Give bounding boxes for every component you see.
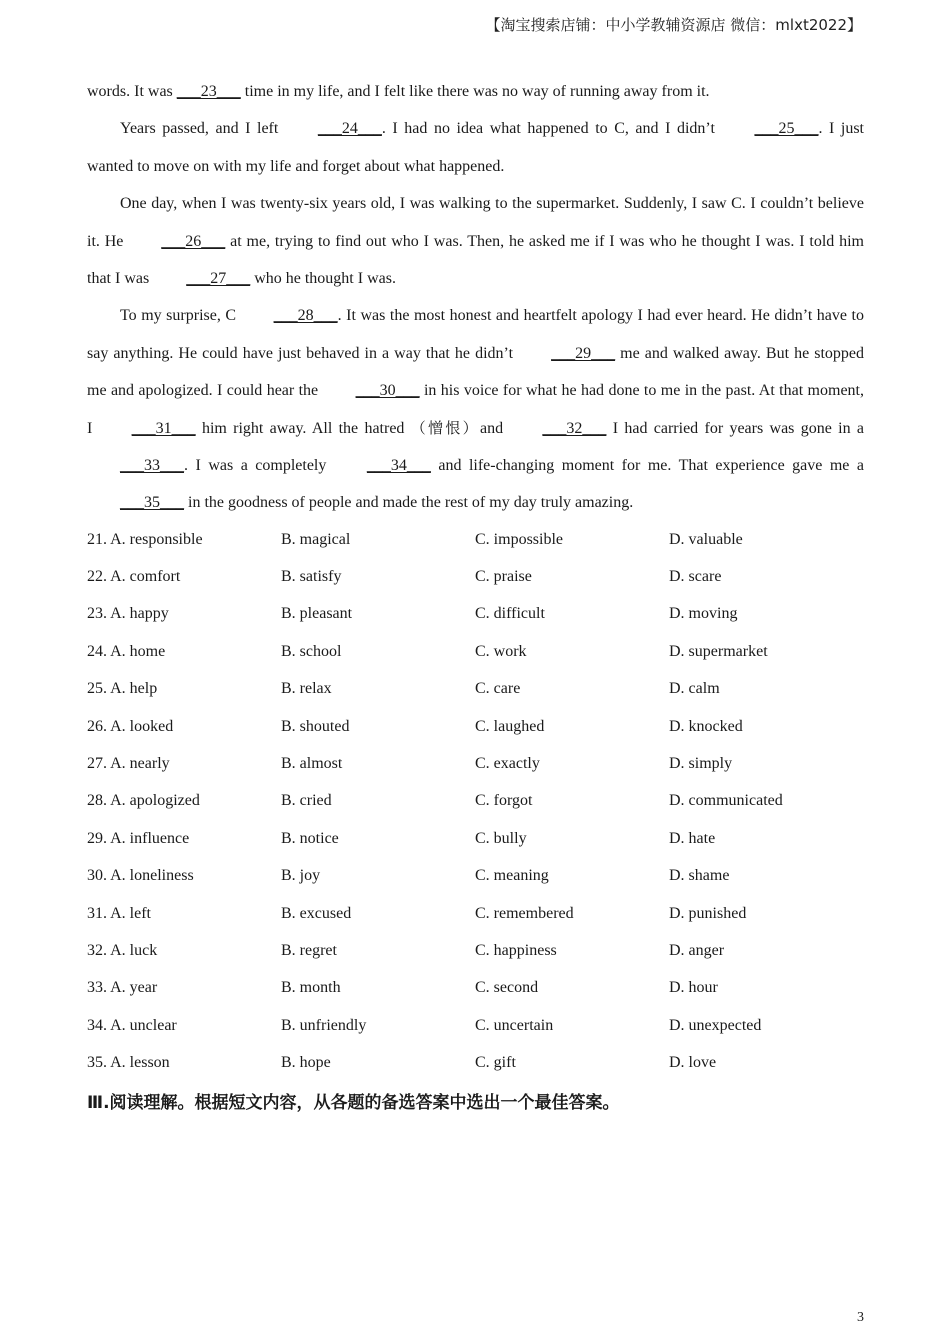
option-b: B. cried (281, 792, 332, 810)
text-span: . I was a completely (184, 457, 334, 475)
text-span: and (479, 419, 510, 437)
page-header: 【淘宝搜索店铺：中小学教辅资源店 微信：mlxt2022】 (485, 16, 862, 34)
question-row (87, 895, 887, 932)
option-c: C. happiness (475, 941, 557, 959)
option-a: 30. A. loneliness (87, 867, 194, 885)
blank-27: ___27___ (186, 270, 251, 288)
option-a: 25. A. help (87, 680, 158, 698)
option-c: C. difficult (475, 605, 545, 623)
text-span: in his voice for what he had done to me in the past. At that moment, I (87, 382, 864, 437)
blank-26: ___26___ (161, 232, 226, 250)
text-span: in the goodness of people and made the rest of my day truly amazing. (184, 494, 634, 512)
option-d: D. calm (669, 680, 720, 698)
option-b: B. school (281, 642, 342, 660)
question-row (87, 820, 887, 857)
text-span: words. It was (87, 83, 177, 100)
option-d: D. hour (669, 979, 718, 997)
option-b: B. unfriendly (281, 1016, 367, 1034)
option-d: D. valuable (669, 530, 743, 548)
option-c: C. remembered (475, 904, 574, 922)
question-row (87, 671, 887, 708)
paragraph-4 (87, 297, 864, 521)
question-row (87, 633, 887, 670)
question-row (87, 1007, 887, 1044)
option-b: B. shouted (281, 717, 350, 735)
option-d: D. simply (669, 755, 733, 773)
blank-23: ___23___ (176, 83, 241, 100)
option-b: B. joy (281, 867, 321, 885)
question-row (87, 558, 887, 595)
option-d: D. communicated (669, 792, 783, 810)
option-d: D. love (669, 1054, 717, 1072)
question-row (87, 1044, 887, 1081)
question-row (87, 858, 887, 895)
option-d: D. anger (669, 941, 725, 959)
option-c: C. gift (475, 1054, 516, 1072)
option-b: B. regret (281, 941, 337, 959)
question-row (87, 970, 887, 1007)
option-d: D. moving (669, 605, 738, 623)
blank-24: ___24___ (317, 120, 382, 138)
option-a: 32. A. luck (87, 941, 158, 959)
question-row (87, 783, 887, 820)
question-options (87, 521, 887, 1082)
option-b: B. pleasant (281, 605, 353, 623)
text-span: To my surprise, C (120, 307, 241, 325)
option-b: B. excused (281, 904, 352, 922)
question-row (87, 596, 887, 633)
text-span: I had carried for years was gone in a (606, 419, 864, 437)
option-a: 24. A. home (87, 642, 166, 660)
paragraph-3 (87, 185, 864, 297)
option-d: D. knocked (669, 717, 743, 735)
text-span: him right away. All the hatred (195, 419, 411, 437)
option-d: D. scare (669, 568, 722, 586)
option-b: B. month (281, 979, 341, 997)
text-span: me and walked away. But he stopped me and apologized. I could hear the (87, 344, 865, 400)
option-b: B. satisfy (281, 568, 342, 586)
option-c: C. care (475, 680, 521, 698)
passage (87, 73, 864, 522)
option-d: D. unexpected (669, 1016, 762, 1034)
option-a: 28. A. apologized (87, 792, 200, 810)
text-span: at me, trying to find out who I was. Then, he asked me if I was who he thought I was. I told him that I was (87, 232, 865, 288)
option-c: C. exactly (475, 755, 540, 773)
option-c: C. praise (475, 568, 532, 586)
option-d: D. punished (669, 904, 747, 922)
text-span: . It was the most honest and heartfelt apology I had ever heard. He didn’t have to say anything. He could have just behaved in a way that he didn’t (87, 307, 864, 362)
option-b: B. relax (281, 680, 332, 698)
option-a: 29. A. influence (87, 829, 190, 847)
option-c: C. work (475, 642, 527, 660)
option-c: C. impossible (475, 530, 564, 548)
option-a: 21. A. responsible (87, 530, 203, 548)
text-span: . I just wanted to move on with my life and forget about what happened. (87, 120, 864, 175)
option-b: B. almost (281, 755, 343, 773)
option-b: B. hope (281, 1054, 331, 1072)
question-row (87, 745, 887, 782)
question-row (87, 521, 887, 558)
text-span: One day, when I was twenty-six years old, I was walking to the supermarket. Suddenly, I saw C. I couldn’t believe it. He (87, 195, 864, 250)
section-title: Ⅲ.阅读理解。根据短文内容，从各题的备选答案中选出一个最佳答案。 (87, 1093, 620, 1113)
option-a: 31. A. left (87, 904, 151, 922)
paragraph-1 (87, 73, 864, 110)
text-span: who he thought I was. (250, 270, 396, 288)
option-c: C. laughed (475, 717, 545, 735)
option-a: 26. A. looked (87, 717, 174, 735)
blank-29: ___29___ (551, 344, 616, 362)
blank-34: ___34___ (366, 457, 431, 475)
chinese-gloss: （憎恨） (410, 418, 480, 437)
blank-25: ___25___ (754, 120, 819, 138)
option-d: D. shame (669, 867, 730, 885)
option-c: C. second (475, 979, 539, 997)
option-c: C. uncertain (475, 1016, 554, 1034)
blank-28: ___28___ (273, 307, 338, 325)
paragraph-2 (87, 110, 864, 185)
blank-30: ___30___ (355, 382, 420, 400)
option-c: C. forgot (475, 792, 533, 810)
option-a: 23. A. happy (87, 605, 169, 623)
question-row (87, 708, 887, 745)
option-b: B. magical (281, 530, 351, 548)
option-b: B. notice (281, 829, 339, 847)
option-d: D. supermarket (669, 642, 768, 660)
option-c: C. bully (475, 829, 527, 847)
text-span: and life-changing moment for me. That experience gave me a (430, 457, 865, 475)
option-d: D. hate (669, 829, 716, 847)
blank-35: ___35___ (120, 494, 184, 512)
text-span: Years passed, and I left (120, 120, 285, 138)
option-c: C. meaning (475, 867, 549, 885)
text-span: time in my life, and I felt like there was no way of running away from it. (240, 83, 710, 100)
option-a: 33. A. year (87, 979, 158, 997)
option-a: 34. A. unclear (87, 1016, 177, 1034)
blank-33: ___33___ (120, 457, 184, 475)
option-a: 35. A. lesson (87, 1054, 170, 1072)
blank-32: ___32___ (542, 419, 607, 437)
page-number: 3 (857, 1310, 864, 1325)
option-a: 27. A. nearly (87, 755, 170, 773)
text-span: . I had no idea what happened to C, and I didn’t (381, 120, 722, 138)
question-row (87, 932, 887, 969)
blank-31: ___31___ (131, 419, 196, 437)
option-a: 22. A. comfort (87, 568, 181, 586)
